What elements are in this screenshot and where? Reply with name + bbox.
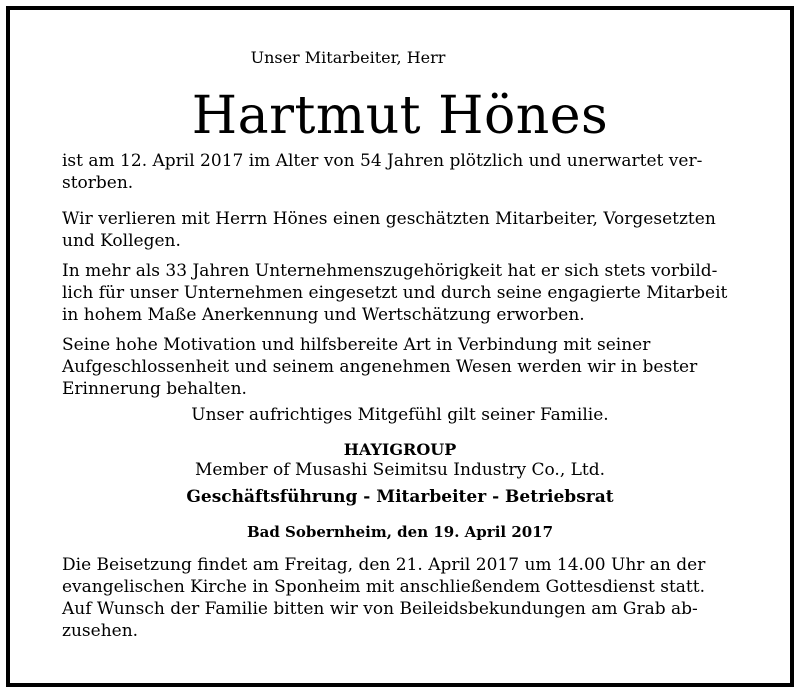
text-line: Seine hohe Motivation und hilfsbereite Art in Verbindung mit seiner bbox=[62, 335, 651, 355]
deceased-name: Hartmut Hönes bbox=[191, 86, 609, 146]
sympathy-line: Unser aufrichtiges Mitgefühl gilt seiner Familie. bbox=[191, 405, 609, 425]
text-line: Auf Wunsch der Familie bitten wir von Beileidsbekundungen am Grab ab- bbox=[62, 599, 698, 619]
company-name: HAYIGROUP bbox=[343, 440, 457, 459]
death-notice-paragraph bbox=[62, 150, 738, 194]
text-line: ist am 12. April 2017 im Alter von 54 Jahren plötzlich und unerwartet ver- bbox=[62, 151, 703, 171]
text-line: storben. bbox=[62, 173, 134, 193]
text-line: und Kollegen. bbox=[62, 231, 181, 251]
text-line: in hohem Maße Anerkennung und Wertschätzung erworben. bbox=[62, 305, 585, 325]
signatories-line: Geschäftsführung - Mitarbeiter - Betriebsrat bbox=[186, 487, 614, 507]
obituary-content bbox=[62, 48, 738, 642]
text-line: Wir verlieren mit Herrn Hönes einen geschätzten Mitarbeiter, Vorgesetzten bbox=[62, 209, 716, 229]
text-line: Aufgeschlossenheit und seinem angenehmen Wesen werden wir in bester bbox=[62, 357, 698, 377]
member-of-line: Member of Musashi Seimitsu Industry Co., Ltd. bbox=[194, 460, 606, 480]
text-line: zusehen. bbox=[62, 621, 139, 641]
text-line: evangelischen Kirche in Sponheim mit anschließendem Gottesdienst statt. bbox=[62, 577, 705, 597]
text-line: lich für unser Unternehmen eingesetzt und durch seine engagierte Mitarbeit bbox=[62, 283, 728, 303]
funeral-paragraph bbox=[62, 554, 738, 642]
place-date-line: Bad Sobernheim, den 19. April 2017 bbox=[246, 523, 554, 541]
text-line: Erinnerung behalten. bbox=[62, 379, 247, 399]
intro-line: Unser Mitarbeiter, Herr bbox=[250, 48, 446, 67]
text-line: Die Beisetzung findet am Freitag, den 21. April 2017 um 14.00 Uhr an der bbox=[62, 555, 706, 575]
service-paragraph bbox=[62, 260, 738, 326]
text-line: In mehr als 33 Jahren Unternehmenszugehörigkeit hat er sich stets vorbild- bbox=[62, 261, 718, 281]
loss-paragraph bbox=[62, 208, 738, 252]
character-paragraph bbox=[62, 334, 738, 400]
